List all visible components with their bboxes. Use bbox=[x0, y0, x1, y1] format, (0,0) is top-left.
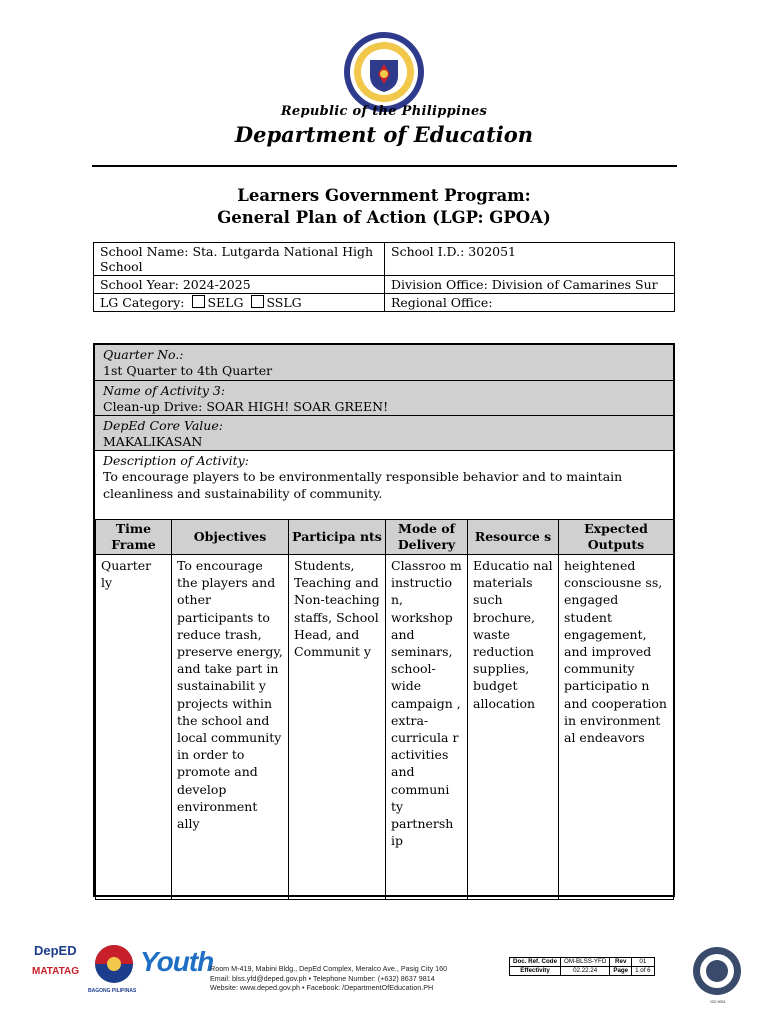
rev-label: Rev bbox=[610, 958, 632, 967]
republic-heading: Republic of the Philippines bbox=[280, 104, 488, 119]
bagong-pilipinas-label: BAGONG PILIPINAS bbox=[88, 988, 137, 994]
sslg-label: SSLG bbox=[266, 295, 302, 310]
description-section bbox=[95, 451, 673, 504]
description-value: To encourage players to be environmentally responsible behavior and to maintain cleanliness and sustainability of community. bbox=[103, 469, 623, 501]
header-divider bbox=[92, 165, 677, 167]
cell-resources: Educatio nal materials such brochure, waste reduction supplies, budget allocation bbox=[468, 555, 559, 900]
youth-logo: Youth bbox=[140, 946, 214, 977]
doc-ref-value: OM-BLSS-YFD bbox=[561, 958, 610, 967]
selg-label: SELG bbox=[207, 295, 244, 310]
cell-mode-of-delivery: Classroo m instructio n, workshop and seminars, school-wide campaign , extra-curricula r activities and communi ty partnersh ip bbox=[386, 555, 468, 900]
sslg-checkbox[interactable] bbox=[251, 295, 264, 308]
quarter-value: 1st Quarter to 4th Quarter bbox=[103, 363, 273, 378]
footer-address bbox=[210, 964, 447, 993]
address-line: Room M-419, Mabini Bldg., DepEd Complex, Meralco Ave., Pasig City 160 bbox=[210, 964, 448, 973]
selg-checkbox[interactable] bbox=[192, 295, 205, 308]
activity-box bbox=[93, 343, 675, 897]
rev-value: 01 bbox=[632, 958, 654, 967]
document-title-line2: General Plan of Action (LGP: GPOA) bbox=[217, 208, 551, 227]
effectivity-label: Effectivity bbox=[510, 967, 561, 976]
contact-line: Email: blss.yfd@deped.gov.ph • Telephone Number: (+632) 8637 9814 bbox=[210, 973, 435, 983]
activity-name-band bbox=[95, 381, 673, 416]
header-expected-outputs: Expected Outputs bbox=[559, 520, 674, 555]
cell-participants: Students, Teaching and Non-teaching staffs, School Head, and Communit y bbox=[289, 555, 386, 900]
table-row bbox=[96, 555, 674, 900]
department-heading: Department of Education bbox=[234, 122, 534, 147]
page-footer bbox=[0, 930, 768, 1024]
effectivity-value: 02.22.24 bbox=[561, 967, 610, 976]
deped-seal-icon bbox=[342, 30, 426, 114]
header-objectives: Objectives bbox=[172, 520, 289, 555]
matatag-logo: MATATAG bbox=[32, 966, 80, 977]
cell-objectives: To encourage the players and other participants to reduce trash, preserve energy, and take part in sustainabilit y projects within the school and local community in order to promote and develop environment ally bbox=[172, 555, 289, 900]
school-year-cell: School Year: 2024-2025 bbox=[94, 276, 385, 294]
quarter-band bbox=[95, 345, 673, 381]
header-mode-of-delivery: Mode of Delivery bbox=[386, 520, 468, 555]
quarter-label: Quarter No.: bbox=[103, 347, 184, 362]
school-info-table bbox=[93, 242, 675, 312]
activity-name-value: Clean-up Drive: SOAR HIGH! SOAR GREEN! bbox=[103, 399, 389, 414]
bagong-pilipinas-logo-icon bbox=[94, 944, 134, 984]
core-value-band bbox=[95, 416, 673, 451]
activity-name-label: Name of Activity 3: bbox=[103, 383, 226, 398]
page-value: 1 of 6 bbox=[632, 967, 654, 976]
cell-time-frame: Quarter ly bbox=[96, 555, 172, 900]
website-line: Website: www.deped.gov.ph • Facebook: /DepartmentOfEducation.PH bbox=[210, 983, 434, 992]
header-resources: Resource s bbox=[468, 520, 559, 555]
iso-badge-caption: ISO 9001 bbox=[710, 1000, 726, 1004]
cell-expected-outputs: heightened consciousne ss, engaged student engagement, and improved community participatio n and cooperation in environment al endeavors bbox=[559, 555, 674, 900]
page-label: Page bbox=[610, 967, 632, 976]
core-value-label: DepEd Core Value: bbox=[103, 418, 223, 433]
header-participants: Participa nts bbox=[289, 520, 386, 555]
regional-office-cell: Regional Office: bbox=[385, 294, 675, 312]
lg-category-cell bbox=[94, 294, 385, 312]
school-id-cell: School I.D.: 302051 bbox=[385, 243, 675, 276]
deped-logo: DepED bbox=[34, 943, 77, 958]
document-title-line1: Learners Government Program: bbox=[237, 186, 531, 205]
description-label: Description of Activity: bbox=[103, 453, 249, 468]
doc-ref-label: Doc. Ref. Code bbox=[510, 958, 561, 967]
iso-certification-badge-icon bbox=[692, 946, 742, 996]
core-value-value: MAKALIKASAN bbox=[103, 434, 203, 449]
division-office-cell: Division Office: Division of Camarines Sur bbox=[385, 276, 675, 294]
plan-table bbox=[95, 519, 674, 900]
header-time-frame: Time Frame bbox=[96, 520, 172, 555]
school-name-cell: School Name: Sta. Lutgarda National High School bbox=[94, 243, 385, 276]
lg-category-label: LG Category: bbox=[100, 295, 185, 310]
document-control-table bbox=[509, 957, 655, 976]
